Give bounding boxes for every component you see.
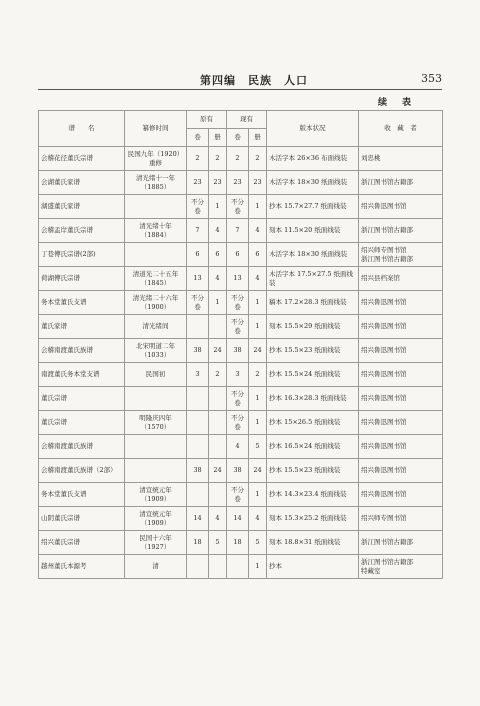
cell-cur-juan: 不分卷 — [227, 411, 249, 435]
header-collector: 收 藏 者 — [359, 111, 443, 147]
cell-cur-ce: 1 — [249, 315, 267, 339]
cell-time: 清光绪十一年（1885） — [125, 171, 187, 195]
cell-cur-juan: 14 — [227, 507, 249, 531]
cell-cur-juan: 不分卷 — [227, 315, 249, 339]
header-time: 纂修时间 — [125, 111, 187, 147]
cell-cur-ce: 24 — [249, 339, 267, 363]
table-row — [39, 147, 443, 171]
cell-edition: 抄本 15.7×27.7 纸面线装 — [267, 195, 359, 219]
table-body — [39, 147, 443, 579]
cell-orig-ce: 24 — [209, 339, 227, 363]
cell-name: 会稽南渡董氏族谱（2部） — [39, 459, 125, 483]
cell-orig-juan — [187, 387, 209, 411]
cell-cur-ce: 2 — [249, 363, 267, 387]
cell-orig-juan: 38 — [187, 339, 209, 363]
table-header — [39, 111, 443, 147]
table-row — [39, 555, 443, 579]
cell-orig-juan — [187, 411, 209, 435]
cell-name: 务本堂董氏支谱 — [39, 291, 125, 315]
header-cur-juan: 卷 — [227, 129, 249, 147]
cell-time — [125, 387, 187, 411]
table-row — [39, 435, 443, 459]
cell-collector: 浙江图书馆古籍部 — [359, 219, 443, 243]
cell-edition: 抄本 15.5×24 纸面线装 — [267, 363, 359, 387]
cell-cur-juan: 23 — [227, 171, 249, 195]
cell-name: 会稽南渡董氏族谱 — [39, 339, 125, 363]
cell-orig-ce: 23 — [209, 171, 227, 195]
cell-cur-ce: 1 — [249, 483, 267, 507]
cell-orig-ce: 4 — [209, 267, 227, 291]
table-row — [39, 219, 443, 243]
cell-time: 清光绪间 — [125, 315, 187, 339]
cell-cur-juan: 不分卷 — [227, 195, 249, 219]
cell-cur-ce: 1 — [249, 291, 267, 315]
table-row — [39, 243, 443, 267]
cell-orig-juan: 7 — [187, 219, 209, 243]
cell-orig-ce — [209, 483, 227, 507]
cell-collector: 绍兴鲁迅图书馆 — [359, 411, 443, 435]
cell-cur-juan: 3 — [227, 363, 249, 387]
header-cur-ce: 册 — [249, 129, 267, 147]
cell-cur-juan: 不分卷 — [227, 387, 249, 411]
cell-cur-juan: 7 — [227, 219, 249, 243]
cell-cur-ce: 1 — [249, 555, 267, 579]
cell-name: 董氏宗谱 — [39, 411, 125, 435]
cell-edition: 刻本 11.5×20 纸面线装 — [267, 219, 359, 243]
cell-collector: 绍兴师专图书馆 — [359, 507, 443, 531]
continued-label: 续 表 — [378, 98, 415, 108]
table-row — [39, 315, 443, 339]
cell-orig-ce — [209, 411, 227, 435]
cell-name: 董氏家谱 — [39, 315, 125, 339]
cell-cur-ce: 5 — [249, 531, 267, 555]
cell-cur-juan — [227, 555, 249, 579]
cell-collector: 绍兴鲁迅图书馆 — [359, 195, 443, 219]
cell-time: 清宣统元年（1909） — [125, 483, 187, 507]
cell-time: 民国十六年（1927） — [125, 531, 187, 555]
cell-orig-juan: 2 — [187, 147, 209, 171]
cell-name: 荷湖傅氏宗谱 — [39, 267, 125, 291]
cell-orig-juan — [187, 555, 209, 579]
cell-time: 清道光二十五年（1845） — [125, 267, 187, 291]
header-name: 谱 名 — [39, 111, 125, 147]
cell-collector: 绍兴鲁迅图书馆 — [359, 459, 443, 483]
cell-time — [125, 459, 187, 483]
table-row — [39, 507, 443, 531]
cell-cur-ce: 2 — [249, 147, 267, 171]
cell-name: 山阴董氏宗谱 — [39, 507, 125, 531]
cell-orig-ce: 2 — [209, 363, 227, 387]
cell-collector: 浙江图书馆古籍部 — [359, 171, 443, 195]
cell-cur-ce: 24 — [249, 459, 267, 483]
header-rule — [38, 89, 442, 90]
cell-name: 务本堂董氏支谱 — [39, 483, 125, 507]
cell-edition: 抄本 — [267, 555, 359, 579]
cell-time — [125, 195, 187, 219]
cell-edition: 木活字本 18×30 纸面线装 — [267, 171, 359, 195]
cell-collector: 绍兴鲁迅图书馆 — [359, 387, 443, 411]
cell-time: 清光绪十年（1884） — [125, 219, 187, 243]
cell-edition: 木活字本 18×30 纸面线装 — [267, 243, 359, 267]
cell-collector: 绍兴鲁迅图书馆 — [359, 363, 443, 387]
cell-collector: 浙江图书馆古籍部 — [359, 531, 443, 555]
cell-orig-juan: 18 — [187, 531, 209, 555]
table-row — [39, 339, 443, 363]
cell-orig-juan: 13 — [187, 267, 209, 291]
cell-orig-juan: 38 — [187, 459, 209, 483]
cell-orig-ce: 4 — [209, 507, 227, 531]
cell-time: 北宋明道二年（1033） — [125, 339, 187, 363]
table-row — [39, 387, 443, 411]
cell-orig-ce: 1 — [209, 291, 227, 315]
cell-orig-ce — [209, 387, 227, 411]
cell-edition: 刻本 18.8×31 纸面线装 — [267, 531, 359, 555]
table-row — [39, 483, 443, 507]
cell-edition: 抄本 16.5×24 纸面线装 — [267, 435, 359, 459]
cell-orig-ce — [209, 315, 227, 339]
cell-orig-ce: 1 — [209, 195, 227, 219]
cell-orig-ce: 5 — [209, 531, 227, 555]
cell-orig-ce: 2 — [209, 147, 227, 171]
cell-edition: 稿本 17.2×28.3 纸面线装 — [267, 291, 359, 315]
cell-name: 会湖董氏家谱 — [39, 171, 125, 195]
cell-cur-juan: 2 — [227, 147, 249, 171]
cell-orig-ce — [209, 435, 227, 459]
cell-time: 民国九年（1920）重修 — [125, 147, 187, 171]
cell-orig-juan — [187, 435, 209, 459]
cell-edition: 抄本 16.3×28.3 纸面线装 — [267, 387, 359, 411]
cell-edition: 抄本 15.5×23 纸面线装 — [267, 339, 359, 363]
cell-time: 民国初 — [125, 363, 187, 387]
cell-cur-ce: 4 — [249, 507, 267, 531]
table-row — [39, 459, 443, 483]
cell-name: 南渡董氏务本堂支谱 — [39, 363, 125, 387]
cell-name: 丁巷傅氏宗谱(2部) — [39, 243, 125, 267]
cell-cur-ce: 4 — [249, 267, 267, 291]
cell-collector: 绍兴鲁迅图书馆 — [359, 435, 443, 459]
table-row — [39, 195, 443, 219]
cell-cur-ce: 1 — [249, 195, 267, 219]
cell-edition: 刻本 15.3×25.2 纸面线装 — [267, 507, 359, 531]
cell-orig-juan: 23 — [187, 171, 209, 195]
cell-orig-juan: 14 — [187, 507, 209, 531]
cell-orig-juan: 不分卷 — [187, 195, 209, 219]
cell-time: 清光绪二十六年（1900） — [125, 291, 187, 315]
page-header — [38, 72, 442, 88]
cell-orig-juan: 6 — [187, 243, 209, 267]
cell-name: 绍兴董氏宗谱 — [39, 531, 125, 555]
table-row — [39, 531, 443, 555]
cell-time — [125, 243, 187, 267]
cell-name: 越州董氏本源考 — [39, 555, 125, 579]
genealogy-table — [38, 110, 443, 579]
cell-collector: 绍兴鲁迅图书馆 — [359, 339, 443, 363]
cell-orig-ce: 24 — [209, 459, 227, 483]
cell-cur-juan: 38 — [227, 459, 249, 483]
cell-cur-ce: 6 — [249, 243, 267, 267]
cell-orig-juan — [187, 483, 209, 507]
cell-collector: 刘忠桃 — [359, 147, 443, 171]
page-number: 353 — [421, 72, 442, 85]
cell-name: 会稽花径董氏宗谱 — [39, 147, 125, 171]
header-original: 原有 — [187, 111, 227, 129]
cell-edition: 抄本 15.5×23 纸面线装 — [267, 459, 359, 483]
cell-cur-juan: 不分卷 — [227, 483, 249, 507]
cell-collector: 绍兴师专图书馆 浙江图书馆古籍部 — [359, 243, 443, 267]
cell-orig-juan — [187, 315, 209, 339]
header-orig-juan: 卷 — [187, 129, 209, 147]
cell-cur-ce: 23 — [249, 171, 267, 195]
cell-cur-juan: 4 — [227, 435, 249, 459]
table-row — [39, 291, 443, 315]
cell-collector: 绍兴鲁迅图书馆 — [359, 483, 443, 507]
cell-orig-ce — [209, 555, 227, 579]
cell-orig-ce: 4 — [209, 219, 227, 243]
table-row — [39, 411, 443, 435]
cell-cur-ce: 1 — [249, 387, 267, 411]
table-row — [39, 363, 443, 387]
cell-name: 会稽南渡董氏族谱 — [39, 435, 125, 459]
cell-cur-ce: 5 — [249, 435, 267, 459]
cell-time: 清 — [125, 555, 187, 579]
cell-edition: 抄本 15×26.5 纸面线装 — [267, 411, 359, 435]
cell-time: 明隆庆四年（1570） — [125, 411, 187, 435]
cell-time — [125, 435, 187, 459]
cell-time: 清宣统元年（1909） — [125, 507, 187, 531]
cell-collector: 绍兴鲁迅图书馆 — [359, 291, 443, 315]
cell-cur-juan: 13 — [227, 267, 249, 291]
header-orig-ce: 册 — [209, 129, 227, 147]
cell-cur-juan: 38 — [227, 339, 249, 363]
table-row — [39, 171, 443, 195]
cell-cur-ce: 4 — [249, 219, 267, 243]
cell-orig-juan: 3 — [187, 363, 209, 387]
cell-name: 湖盛董氏家谱 — [39, 195, 125, 219]
cell-name: 会稽孟岸董氏宗谱 — [39, 219, 125, 243]
header-current: 现有 — [227, 111, 267, 129]
cell-edition: 刻本 15.5×29 纸面线装 — [267, 315, 359, 339]
header-edition: 版本状况 — [267, 111, 359, 147]
cell-collector: 绍兴县档案馆 — [359, 267, 443, 291]
cell-edition: 木活字本 17.5×27.5 纸面线装 — [267, 267, 359, 291]
cell-orig-juan: 不分卷 — [187, 291, 209, 315]
cell-cur-ce: 1 — [249, 411, 267, 435]
cell-edition: 木活字本 26×36 布面线装 — [267, 147, 359, 171]
cell-collector: 浙江图书馆古籍部 特藏室 — [359, 555, 443, 579]
cell-cur-juan: 18 — [227, 531, 249, 555]
table-row — [39, 267, 443, 291]
cell-orig-ce: 6 — [209, 243, 227, 267]
cell-cur-juan: 不分卷 — [227, 291, 249, 315]
cell-cur-juan: 6 — [227, 243, 249, 267]
header-title: 第四编 民族 人口 — [200, 74, 308, 87]
cell-collector: 绍兴鲁迅图书馆 — [359, 315, 443, 339]
cell-name: 董氏宗谱 — [39, 387, 125, 411]
cell-edition: 抄本 14.3×23.4 纸面线装 — [267, 483, 359, 507]
genealogy-table-wrapper — [38, 110, 442, 579]
